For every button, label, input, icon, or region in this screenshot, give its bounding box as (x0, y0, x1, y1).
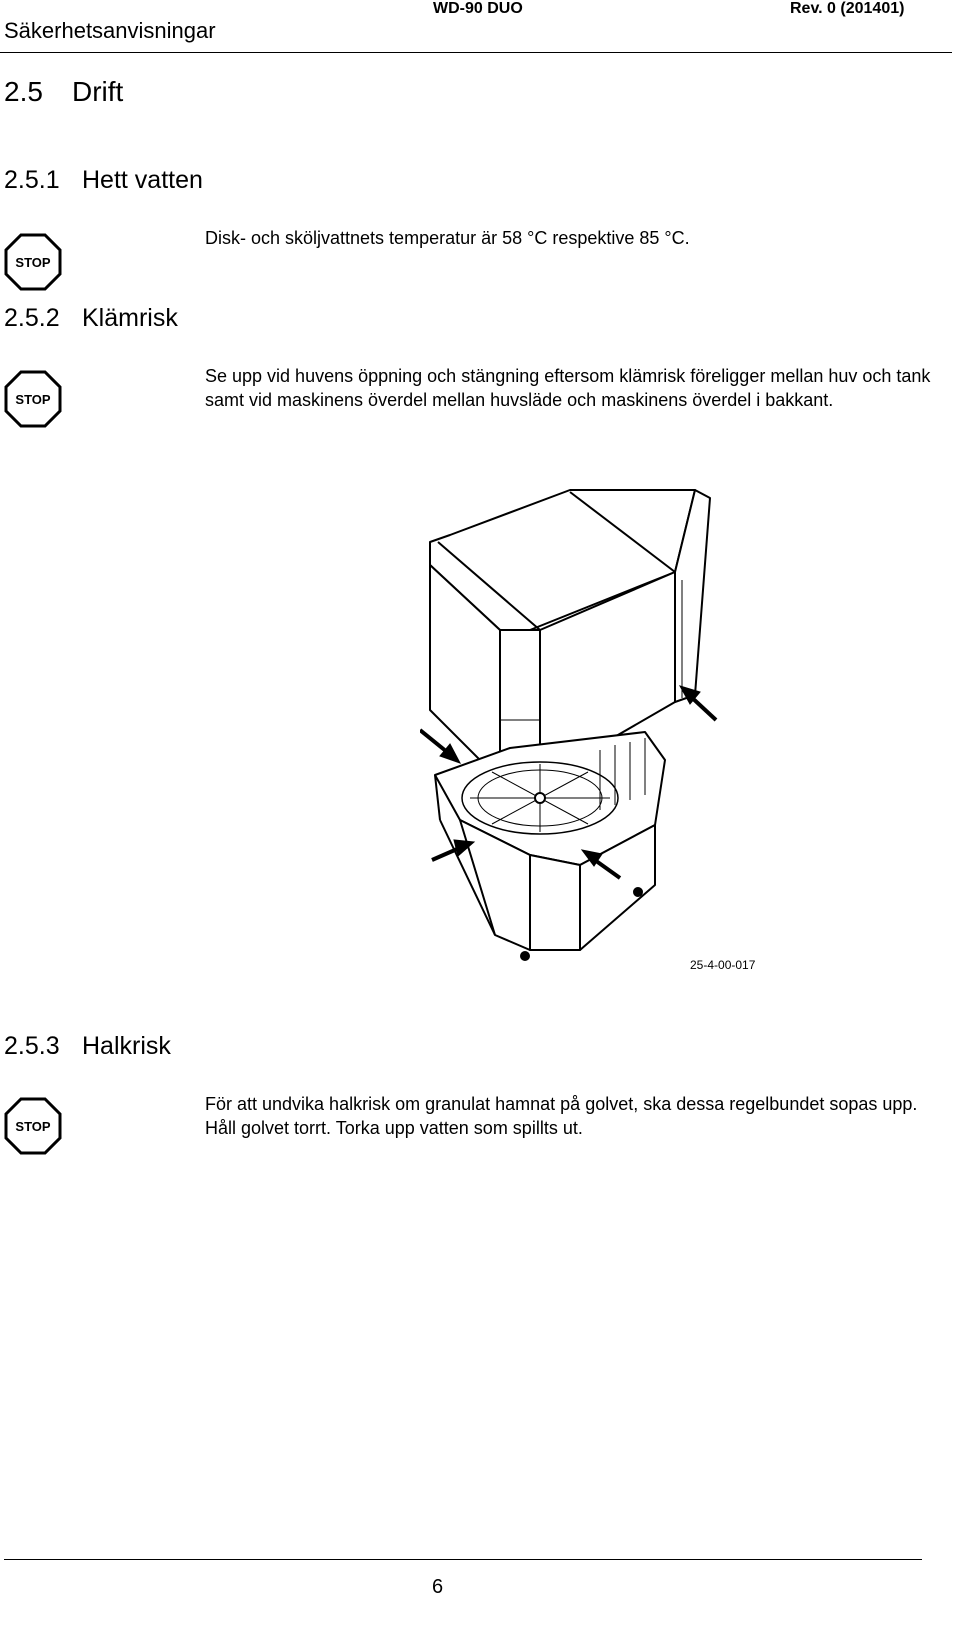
svg-text:STOP: STOP (15, 392, 51, 407)
subsection-title: Klämrisk (82, 304, 178, 332)
stop-icon (4, 370, 62, 428)
stop-icon (4, 1097, 62, 1155)
section-heading (4, 76, 123, 108)
subsection-number: 2.5.1 (4, 166, 60, 194)
footer-rule (4, 1559, 922, 1560)
stop-icon (4, 233, 62, 291)
header-section-title: Säkerhetsanvisningar (4, 18, 216, 43)
header-model: WD-90 DUO (433, 0, 523, 17)
section-number: 2.5 (4, 76, 43, 107)
subsection-number: 2.5.3 (4, 1032, 60, 1060)
subsection-heading-hot-water (4, 166, 203, 195)
subsection-title: Hett vatten (82, 166, 203, 194)
subsection-text-slip-risk: För att undvika halkrisk om granulat hamnat på golvet, ska dessa regelbundet sopas upp. Håll golvet torrt. Torka upp vatten som spillts ut. (205, 1094, 918, 1138)
dishwasher-illustration (420, 480, 780, 980)
subsection-title: Halkrisk (82, 1032, 171, 1060)
subsection-text-hot-water: Disk- och sköljvattnets temperatur är 58 °C respektive 85 °C. (205, 228, 690, 248)
svg-text:STOP: STOP (15, 1119, 51, 1134)
subsection-heading-slip-risk (4, 1032, 171, 1061)
page-number: 6 (432, 1576, 444, 1598)
subsection-text-pinch-risk: Se upp vid huvens öppning och stängning eftersom klämrisk föreligger mellan huv och tank samt vid maskinens överdel mellan huvsläde och maskinens överdel i bakkant. (205, 366, 931, 410)
header-revision: Rev. 0 (201401) (790, 0, 905, 17)
header-rule (0, 52, 952, 53)
figure-id: 25-4-00-017 (690, 958, 756, 972)
subsection-number: 2.5.2 (4, 304, 60, 332)
svg-text:STOP: STOP (15, 255, 51, 270)
subsection-heading-pinch-risk (4, 304, 178, 333)
section-title: Drift (72, 76, 124, 107)
